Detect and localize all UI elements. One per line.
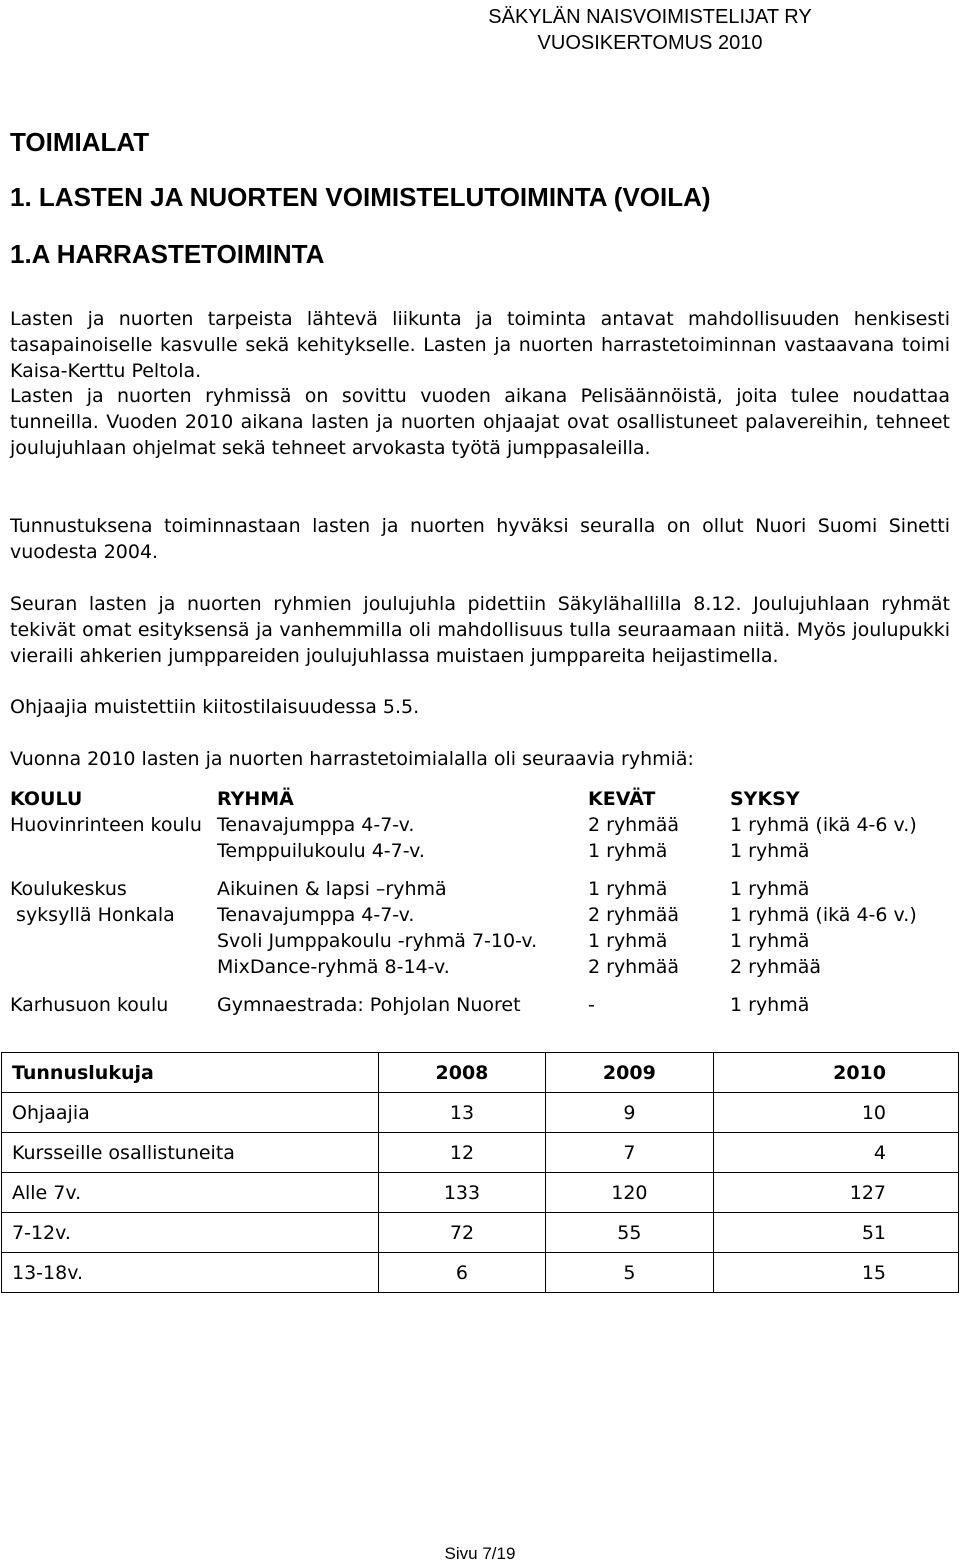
- groups-school: Koulukeskus: [10, 878, 127, 900]
- groups-spring: -: [588, 994, 595, 1016]
- groups-spring: 1 ryhmä: [588, 840, 668, 862]
- groups-group: Tenavajumppa 4-7-v.: [217, 904, 415, 926]
- stats-value-2010: 4: [713, 1133, 958, 1173]
- stats-header-label: Tunnuslukuja: [2, 1053, 379, 1093]
- groups-row: [10, 902, 950, 928]
- report-title: VUOSIKERTOMUS 2010: [537, 32, 763, 54]
- groups-row: [10, 928, 950, 954]
- paragraph-groups-intro: Vuonna 2010 lasten ja nuorten harrastetoimialalla oli seuraavia ryhmiä:: [10, 748, 694, 770]
- stats-value-2010: 15: [713, 1253, 958, 1293]
- stats-value-2008: 13: [378, 1093, 545, 1133]
- stats-label: Kursseille osallistuneita: [2, 1133, 379, 1173]
- groups-group: MixDance-ryhmä 8-14-v.: [217, 956, 450, 978]
- groups-school: Huovinrinteen koulu: [10, 814, 202, 836]
- groups-autumn: 1 ryhmä: [730, 930, 810, 952]
- stats-label: 7-12v.: [2, 1213, 379, 1253]
- stats-value-2009: 9: [546, 1093, 713, 1133]
- stats-label: Ohjaajia: [2, 1093, 379, 1133]
- groups-row: [10, 812, 950, 838]
- stats-value-2008: 6: [378, 1253, 545, 1293]
- groups-school: Karhusuon koulu: [10, 994, 169, 1016]
- stats-value-2010: 127: [713, 1173, 958, 1213]
- stats-row: [2, 1213, 959, 1253]
- groups-group: Gymnaestrada: Pohjolan Nuoret: [217, 994, 521, 1016]
- chapter-heading: 1. LASTEN JA NUORTEN VOIMISTELUTOIMINTA (VOILA): [10, 182, 711, 212]
- stats-table: [1, 1052, 959, 1293]
- groups-row: [10, 876, 950, 902]
- stats-header-2010: 2010: [713, 1053, 958, 1093]
- groups-row: [10, 838, 950, 864]
- stats-row: [2, 1093, 959, 1133]
- groups-header-autumn: SYKSY: [730, 788, 800, 810]
- section-heading: TOIMIALAT: [10, 127, 150, 157]
- paragraph-rules: Lasten ja nuorten ryhmissä on sovittu vuoden aikana Pelisäännöistä, joita tulee noudattaa tunneilla. Vuoden 2010 aikana lasten ja nuorten ohjaajat ovat osallistuneet palavereihin, tehneet joulujuhlaan ohjelmat sekä tehneet arvokasta työtä jumppasaleilla.: [10, 385, 950, 459]
- groups-header-school: KOULU: [10, 788, 83, 810]
- stats-value-2008: 133: [378, 1173, 545, 1213]
- groups-autumn: 1 ryhmä: [730, 994, 810, 1016]
- stats-header-row: [2, 1053, 959, 1093]
- groups-group: Aikuinen & lapsi –ryhmä: [217, 878, 447, 900]
- stats-label: 13-18v.: [2, 1253, 379, 1293]
- groups-spring: 1 ryhmä: [588, 878, 668, 900]
- groups-autumn: 1 ryhmä: [730, 840, 810, 862]
- groups-spring: 2 ryhmää: [588, 956, 680, 978]
- stats-value-2010: 10: [713, 1093, 958, 1133]
- groups-spring: 1 ryhmä: [588, 930, 668, 952]
- paragraph-thanks: Ohjaajia muistettiin kiitostilaisuudessa 5.5.: [10, 696, 420, 718]
- groups-autumn: 1 ryhmä (ikä 4-6 v.): [730, 814, 917, 836]
- page-header: [340, 4, 960, 56]
- paragraph-intro: Lasten ja nuorten tarpeista lähtevä liikunta ja toiminta antavat mahdollisuuden henkisesti tasapainoiselle kasvulle sekä kehitykselle. Lasten ja nuorten harrastetoiminnan vastaavana toimi Kaisa-Kerttu Peltola.: [10, 308, 950, 382]
- groups-group: Tenavajumppa 4-7-v.: [217, 814, 415, 836]
- stats-header-2009: 2009: [546, 1053, 713, 1093]
- groups-header-row: [10, 786, 950, 812]
- stats-row: [2, 1253, 959, 1293]
- groups-spring: 2 ryhmää: [588, 904, 680, 926]
- subchapter-heading: 1.A HARRASTETOIMINTA: [10, 239, 325, 269]
- groups-table: [10, 786, 950, 1018]
- stats-value-2010: 51: [713, 1213, 958, 1253]
- groups-header-group: RYHMÄ: [217, 788, 294, 810]
- stats-value-2009: 55: [546, 1213, 713, 1253]
- groups-autumn: 1 ryhmä: [730, 878, 810, 900]
- groups-autumn: 1 ryhmä (ikä 4-6 v.): [730, 904, 917, 926]
- stats-value-2009: 5: [546, 1253, 713, 1293]
- org-name: SÄKYLÄN NAISVOIMISTELIJAT RY: [488, 6, 812, 28]
- paragraph-christmas: Seuran lasten ja nuorten ryhmien joulujuhla pidettiin Säkylähallilla 8.12. Joulujuhlaan ryhmät tekivät omat esityksensä ja vanhemmilla oli mahdollisuus tulla seuraamaan niitä. Myös joulupukki vieraili ahkerien jumppareiden joulujuhlassa muistaen jumppareita heijastimella.: [10, 593, 950, 667]
- stats-value-2009: 120: [546, 1173, 713, 1213]
- stats-label: Alle 7v.: [2, 1173, 379, 1213]
- groups-group: Svoli Jumppakoulu -ryhmä 7-10-v.: [217, 930, 538, 952]
- page-number: Sivu 7/19: [444, 1544, 516, 1563]
- groups-spring: 2 ryhmää: [588, 814, 680, 836]
- groups-header-spring: KEVÄT: [588, 788, 656, 810]
- stats-value-2008: 12: [378, 1133, 545, 1173]
- groups-autumn: 2 ryhmää: [730, 956, 822, 978]
- groups-row: [10, 954, 950, 980]
- groups-school: syksyllä Honkala: [10, 904, 175, 926]
- stats-value-2009: 7: [546, 1133, 713, 1173]
- stats-value-2008: 72: [378, 1213, 545, 1253]
- groups-group: Temppuilukoulu 4-7-v.: [217, 840, 425, 862]
- groups-row: [10, 992, 950, 1018]
- stats-header-2008: 2008: [378, 1053, 545, 1093]
- paragraph-seal: Tunnustuksena toiminnastaan lasten ja nuorten hyväksi seuralla on ollut Nuori Suomi Sinetti vuodesta 2004.: [10, 515, 950, 563]
- stats-row: [2, 1173, 959, 1213]
- stats-row: [2, 1133, 959, 1173]
